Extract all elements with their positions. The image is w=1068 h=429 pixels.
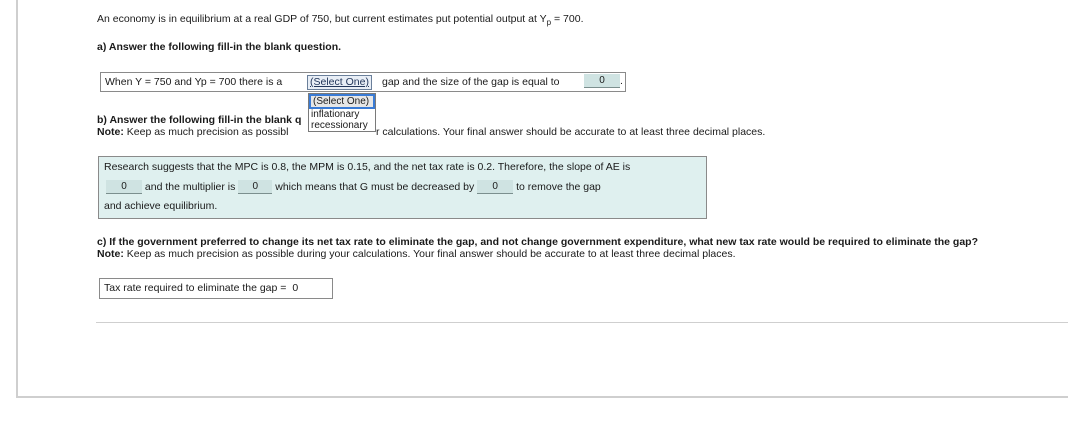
divider: [96, 322, 1068, 323]
intro-text: [97, 13, 583, 27]
tax-rate-row: [104, 282, 298, 294]
slope-field[interactable]: 0: [106, 180, 142, 194]
part-c-heading: c) If the government preferred to change its net tax rate to eliminate the gap, and not change government expenditure, what new tax rate would be required to eliminate the gap?: [97, 236, 978, 248]
part-b-line1: Research suggests that the MPC is 0.8, the MPM is 0.15, and the net tax rate is 0.2. Therefore, the slope of AE is: [104, 161, 631, 173]
part-b-note-start: Keep as much precision as possibl: [123, 126, 289, 138]
part-b-note: [97, 126, 288, 138]
g-text: which means that G must be decreased by: [275, 180, 475, 193]
intro-prefix: An economy is in equilibrium at a real GDP of 750, but current estimates put potential output at Y: [97, 13, 547, 25]
part-b-line3: and achieve equilibrium.: [104, 200, 218, 212]
dropdown-option-recessionary[interactable]: recessionary: [311, 120, 368, 131]
dropdown-option-inflationary[interactable]: inflationary: [311, 109, 360, 120]
gap-type-dropdown[interactable]: [308, 93, 376, 132]
part-b-heading: b) Answer the following fill-in the blank q: [97, 114, 302, 126]
remove-gap-text: to remove the gap: [516, 180, 601, 193]
dropdown-option-select-one[interactable]: (Select One): [309, 94, 375, 109]
part-c-note-label: Note:: [97, 248, 124, 260]
part-a-period: .: [620, 74, 623, 87]
part-a-text-mid: gap and the size of the gap is equal to: [382, 76, 560, 88]
part-b-note-tail: r calculations. Your final answer should be accurate to at least three decimal places.: [376, 126, 766, 138]
intro-subscript: p: [546, 18, 552, 28]
part-b-note-label: Note:: [97, 126, 124, 138]
part-c-note: [97, 248, 736, 260]
multiplier-text: and the multiplier is: [144, 180, 236, 193]
tax-rate-label: Tax rate required to eliminate the gap =: [104, 282, 287, 294]
intro-suffix: = 700.: [551, 13, 584, 25]
multiplier-field[interactable]: 0: [238, 180, 272, 194]
gap-size-field[interactable]: 0: [584, 74, 620, 88]
tax-rate-field[interactable]: 0: [292, 282, 299, 294]
gap-size-field-wrap: [584, 74, 623, 88]
part-c-note-text: Keep as much precision as possible during your calculations. Your final answer should be accurate to at least three decimal places.: [123, 248, 736, 260]
part-a-text-before: When Y = 750 and Yp = 700 there is a: [105, 76, 283, 88]
gap-type-select[interactable]: (Select One): [307, 75, 372, 90]
part-b-line2: [106, 180, 601, 194]
part-a-heading: a) Answer the following fill-in the blank question.: [97, 41, 342, 53]
g-decrease-field[interactable]: 0: [477, 180, 513, 194]
